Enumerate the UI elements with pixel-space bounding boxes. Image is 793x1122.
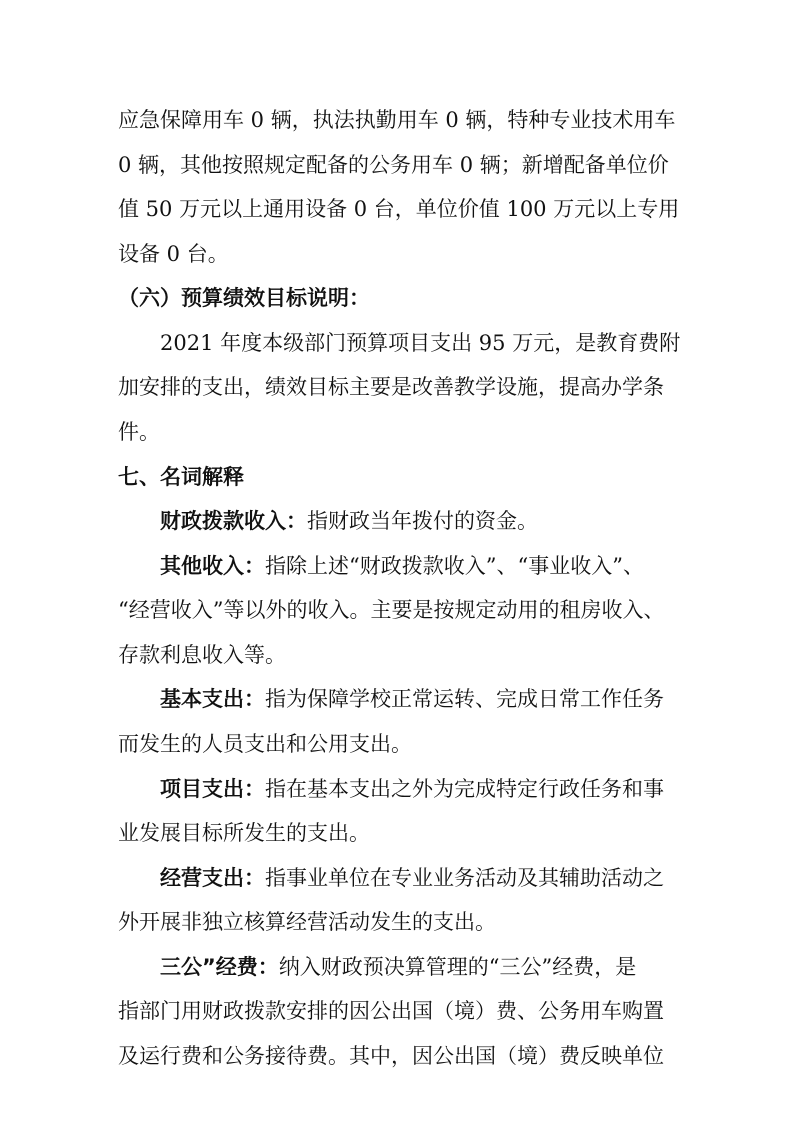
term: 三公”经费： xyxy=(160,955,279,979)
definition-line xyxy=(160,551,793,581)
term: 项目支出： xyxy=(160,777,265,801)
chapter-heading: 七、名词解释 xyxy=(118,465,244,489)
definition-line xyxy=(160,774,793,804)
definition: 指为保障学校正常运转、完成日常工作任务 xyxy=(265,687,664,711)
paragraph-line: “经营收入”等以外的收入。主要是按规定动用的租房收入、 xyxy=(118,598,665,622)
definition: 指在基本支出之外为完成特定行政任务和事 xyxy=(265,777,664,801)
paragraph-line: 存款利息收入等。 xyxy=(118,643,286,667)
paragraph-line: 应急保障用车 0 辆，执法执勤用车 0 辆，特种专业技术用车 xyxy=(118,108,676,132)
term: 经营支出： xyxy=(160,866,265,890)
paragraph-line: 而发生的人员支出和公用支出。 xyxy=(118,732,412,756)
definition: 指除上述“财政拨款收入”、“事业收入”、 xyxy=(265,554,644,578)
paragraph-line: 件。 xyxy=(118,420,160,444)
paragraph-line: 值 50 万元以上通用设备 0 台，单位价值 100 万元以上专用 xyxy=(118,197,680,221)
paragraph-line: 设备 0 台。 xyxy=(118,242,229,266)
term: 基本支出： xyxy=(160,687,265,711)
term: 财政拨款收入： xyxy=(160,509,307,533)
section-heading: （六）预算绩效目标说明： xyxy=(118,286,370,310)
definition: 纳入财政预决算管理的“三公”经费，是 xyxy=(278,955,637,979)
paragraph-line: 指部门用财政拨款安排的因公出国（境）费、公务用车购置 xyxy=(118,999,664,1023)
paragraph-line: 外开展非独立核算经营活动发生的支出。 xyxy=(118,910,496,934)
paragraph-line: 加安排的支出，绩效目标主要是改善教学设施，提高办学条 xyxy=(118,375,664,399)
definition: 指财政当年拨付的资金。 xyxy=(307,509,538,533)
paragraph-line: 业发展目标所发生的支出。 xyxy=(118,821,370,845)
paragraph-line: 及运行费和公务接待费。其中，因公出国（境）费反映单位 xyxy=(118,1044,664,1068)
definition-line xyxy=(160,863,793,893)
definition-line xyxy=(160,506,793,536)
definition: 指事业单位在专业业务活动及其辅助活动之 xyxy=(265,866,664,890)
term: 其他收入： xyxy=(160,554,265,578)
paragraph-line: 2021 年度本级部门预算项目支出 95 万元，是教育费附 xyxy=(160,331,681,355)
definition-line xyxy=(160,684,793,714)
definition-line xyxy=(160,952,793,982)
paragraph-line: 0 辆，其他按照规定配备的公务用车 0 辆；新增配备单位价 xyxy=(118,153,669,177)
